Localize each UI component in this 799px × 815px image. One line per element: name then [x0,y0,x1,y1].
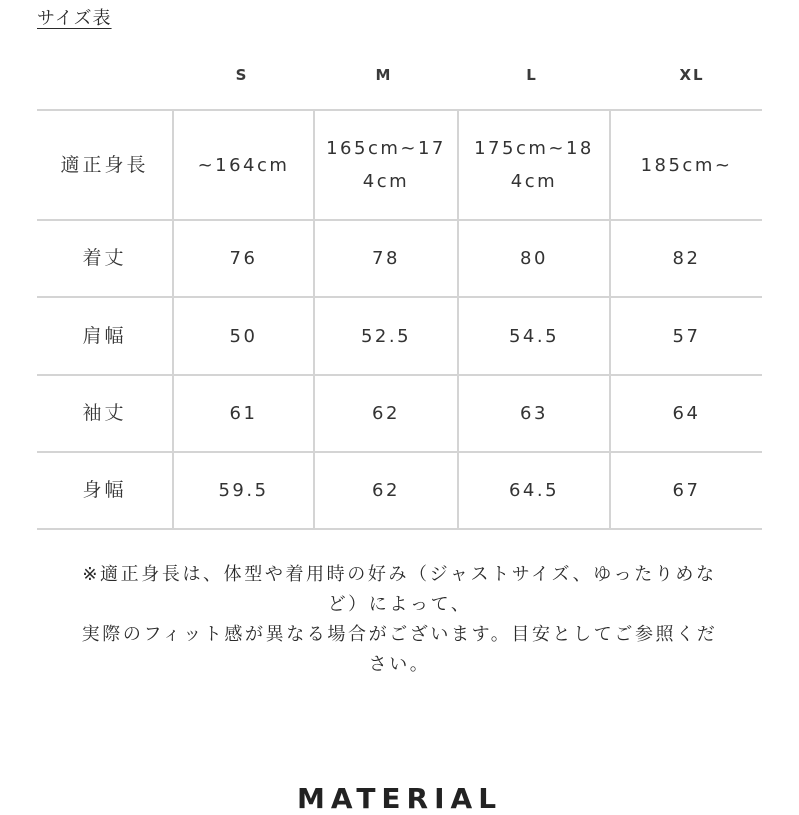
column-header-m: M [375,66,393,84]
table-cell: 64 [672,403,701,424]
table-cell: 76 [229,248,258,269]
material-heading: MATERIAL [296,782,503,815]
note-line: 実際のフィット感が異なる場合がございます。目安としてご参照くだ [81,624,718,645]
size-note [37,560,762,680]
column-header-xl: XL [679,66,705,84]
table-cell: 50 [229,325,258,347]
note-line: ※適正身長は、体型や着用時の好み（ジャストサイズ、ゆったりめな [82,564,717,585]
table-cell: 64.5 [508,480,560,501]
column-header-s: S [235,66,249,84]
row-label-body-width: 身幅 [82,479,127,501]
size-chart-title: サイズ表 [37,8,112,29]
table-cell: 185cm~ [640,154,733,176]
column-header-l: L [526,66,538,84]
table-cell: 54.5 [508,325,560,347]
table-cell: 52.5 [360,325,412,347]
table-cell: 62 [372,403,400,424]
table-cell: 78 [372,248,400,269]
row-label-sleeve: 袖丈 [82,402,127,424]
table-cell: 63 [520,403,548,424]
table-cell: 59.5 [218,480,269,501]
table-cell: ~164cm [197,154,290,176]
table-cell: 62 [372,480,400,501]
note-line: ど）によって、 [327,594,472,615]
table-divider [37,528,762,530]
table-cell: 175cm~18 4cm [474,138,594,192]
row-label-height: 適正身長 [60,153,149,176]
table-cell: 67 [672,480,701,501]
table-cell: 82 [672,248,701,269]
row-label-length: 着丈 [82,247,127,269]
note-line: さい。 [368,654,431,675]
table-cell: 57 [672,325,701,347]
table-cell: 80 [520,248,548,269]
table-cell: 165cm~17 4cm [326,138,446,192]
table-cell: 61 [229,403,258,424]
row-label-shoulder: 肩幅 [82,324,127,347]
